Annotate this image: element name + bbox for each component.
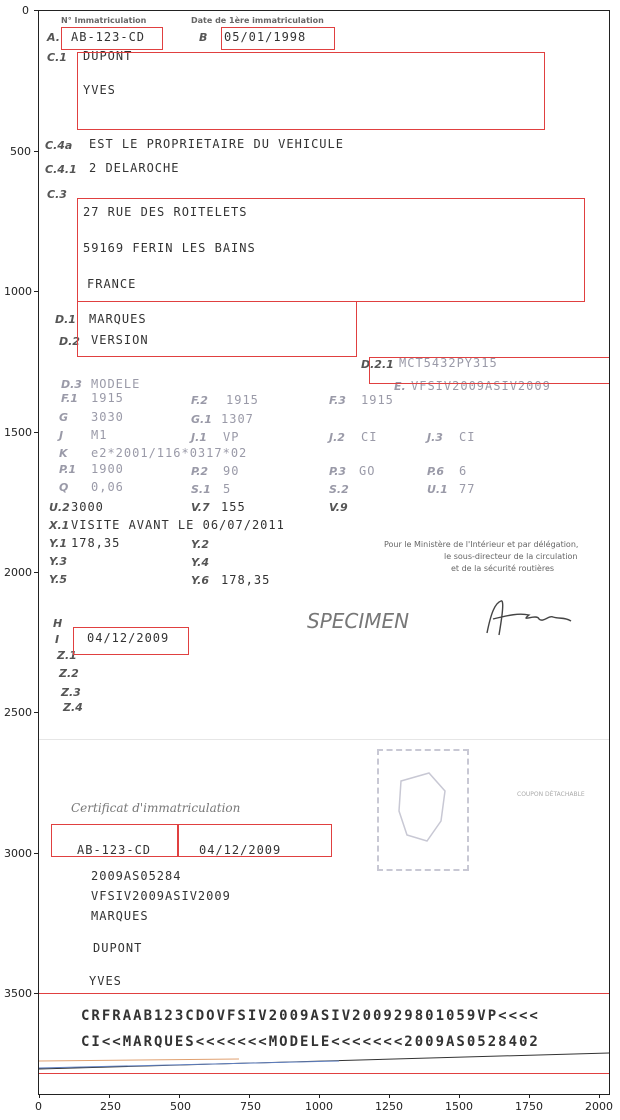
label-Z4: Z.4 xyxy=(63,701,83,714)
label-D2: D.2 xyxy=(59,335,80,348)
label-F1: F.1 xyxy=(61,392,78,405)
specimen-watermark: SPECIMEN xyxy=(307,609,410,633)
label-Y3: Y.3 xyxy=(49,555,67,568)
field-D21: MCT5432PY315 xyxy=(399,356,498,370)
cert-line5: YVES xyxy=(89,974,122,988)
mrz-line1: CRFRAAB123CDOVFSIV2009ASIV200929801059VP<<<< xyxy=(81,1008,540,1024)
cert-immat: AB-123-CD xyxy=(77,843,152,857)
field-Y6: 178,35 xyxy=(221,573,271,587)
certificate-title: Certificat d'immatriculation xyxy=(71,801,241,815)
field-D3: MODELE xyxy=(91,377,141,391)
field-address-line1: 27 RUE DES ROITELETS xyxy=(83,205,248,219)
cert-line2: VFSIV2009ASIV2009 xyxy=(91,889,231,903)
annotation-box xyxy=(51,824,179,857)
label-F2: F.2 xyxy=(191,394,208,407)
annotation-box xyxy=(77,198,585,302)
label-C41: C.4.1 xyxy=(45,163,77,176)
annotation-box xyxy=(73,627,189,655)
annotation-box xyxy=(38,993,610,1074)
field-B-date: 05/01/1998 xyxy=(224,30,307,44)
annotation-box xyxy=(221,27,335,50)
y-tick-label: 3000 xyxy=(4,847,32,860)
label-D1: D.1 xyxy=(55,313,76,326)
label-S1: S.1 xyxy=(191,483,211,496)
label-C1: C.1 xyxy=(47,51,67,64)
label-J3: J.3 xyxy=(427,431,443,444)
label-S2: S.2 xyxy=(329,483,349,496)
field-G1: 1307 xyxy=(221,412,254,426)
field-C4a: EST LE PROPRIETAIRE DU VEHICULE xyxy=(89,137,344,151)
label-U1: U.1 xyxy=(427,483,448,496)
label-C3: C.3 xyxy=(47,188,67,201)
label-A: A. xyxy=(47,31,60,44)
field-D1: MARQUES xyxy=(89,312,147,326)
field-F1: 1915 xyxy=(91,391,124,405)
field-J: M1 xyxy=(91,428,108,442)
y-tick-label: 1000 xyxy=(4,285,32,298)
label-Z3: Z.3 xyxy=(61,686,81,699)
field-address-line3: FRANCE xyxy=(87,277,137,291)
x-tick-label: 750 xyxy=(240,1100,261,1113)
field-C1-firstname: YVES xyxy=(83,83,116,97)
label-Z1: Z.1 xyxy=(57,649,77,662)
field-U1: 77 xyxy=(459,482,476,496)
field-J3: CI xyxy=(459,430,476,444)
x-tick-label: 1250 xyxy=(375,1100,403,1113)
label-D3: D.3 xyxy=(61,378,82,391)
mrz-line2: CI<<MARQUES<<<<<<<MODELE<<<<<<<2009AS0528402 xyxy=(81,1034,540,1050)
label-G: G xyxy=(59,411,69,424)
label-Y6: Y.6 xyxy=(191,574,209,587)
y-tick-label: 500 xyxy=(10,145,31,158)
label-D21: D.2.1 xyxy=(361,358,394,371)
document-scan xyxy=(38,10,610,1095)
stamp-area xyxy=(377,749,469,871)
label-C4a: C.4a xyxy=(45,139,73,152)
field-S1: 5 xyxy=(223,482,232,496)
y-tick-label: 0 xyxy=(22,4,29,17)
coupon-label: COUPON DÉTACHABLE xyxy=(517,791,585,798)
label-V9: V.9 xyxy=(329,501,348,514)
label-J1: J.1 xyxy=(191,431,207,444)
date-header: Date de 1ère immatriculation xyxy=(191,16,324,25)
field-P2: 90 xyxy=(223,464,240,478)
field-I-date: 04/12/2009 xyxy=(87,631,170,645)
field-G: 3030 xyxy=(91,410,124,424)
y-tick-label: 1500 xyxy=(4,426,32,439)
annotation-box xyxy=(77,301,357,357)
x-tick-label: 1750 xyxy=(515,1100,543,1113)
label-Y4: Y.4 xyxy=(191,556,209,569)
field-P1: 1900 xyxy=(91,462,124,476)
field-F3: 1915 xyxy=(361,393,394,407)
field-E: VFSIV2009ASIV2009 xyxy=(411,379,551,393)
annotation-box xyxy=(77,52,545,130)
label-J2: J.2 xyxy=(329,431,345,444)
field-U2: 3000 xyxy=(71,500,104,514)
label-Y1: Y.1 xyxy=(49,537,67,550)
ministry-line1: Pour le Ministère de l'Intérieur et par délégation, xyxy=(384,540,579,549)
annotation-box xyxy=(369,357,610,384)
label-K: K xyxy=(59,447,68,460)
label-B: B xyxy=(199,31,208,44)
label-P6: P.6 xyxy=(427,465,445,478)
x-tick-label: 250 xyxy=(100,1100,121,1113)
label-Y5: Y.5 xyxy=(49,573,67,586)
label-P1: P.1 xyxy=(59,463,77,476)
field-K: e2*2001/116*0317*02 xyxy=(91,446,248,460)
label-Y2: Y.2 xyxy=(191,538,209,551)
cert-line1: 2009AS05284 xyxy=(91,869,182,883)
label-P3: P.3 xyxy=(329,465,347,478)
label-F3: F.3 xyxy=(329,394,346,407)
field-P6: 6 xyxy=(459,464,468,478)
field-Q: 0,06 xyxy=(91,480,124,494)
cert-line3: MARQUES xyxy=(91,909,149,923)
field-J1: VP xyxy=(223,430,240,444)
label-X1: X.1 xyxy=(49,519,70,532)
field-C1-name: DUPONT xyxy=(83,49,133,63)
field-A-immat: AB-123-CD xyxy=(71,30,146,44)
label-U2: U.2 xyxy=(49,501,70,514)
label-V7: V.7 xyxy=(191,501,210,514)
field-address-line2: 59169 FERIN LES BAINS xyxy=(83,241,256,255)
field-D2: VERSION xyxy=(91,333,149,347)
label-G1: G.1 xyxy=(191,413,212,426)
label-I: I xyxy=(55,633,60,646)
label-Z2: Z.2 xyxy=(59,667,79,680)
y-tick-label: 2000 xyxy=(4,566,32,579)
label-J: J xyxy=(59,429,64,442)
field-C41: 2 DELAROCHE xyxy=(89,161,180,175)
field-F2: 1915 xyxy=(226,393,259,407)
label-E: E. xyxy=(394,380,406,393)
ministry-line2: le sous-directeur de la circulation xyxy=(444,552,578,561)
field-X1: VISITE AVANT LE 06/07/2011 xyxy=(71,518,285,532)
x-tick-label: 2000 xyxy=(585,1100,613,1113)
y-tick-label: 2500 xyxy=(4,706,32,719)
cert-date: 04/12/2009 xyxy=(199,843,282,857)
field-Y1: 178,35 xyxy=(71,536,121,550)
x-tick-label: 1000 xyxy=(305,1100,333,1113)
immat-header: N° Immatriculation xyxy=(61,16,147,25)
field-J2: CI xyxy=(361,430,378,444)
cert-line4: DUPONT xyxy=(93,941,143,955)
y-tick-label: 3500 xyxy=(4,987,32,1000)
x-tick-label: 0 xyxy=(35,1100,42,1113)
label-P2: P.2 xyxy=(191,465,209,478)
x-tick-label: 1500 xyxy=(445,1100,473,1113)
label-H: H xyxy=(53,617,63,630)
field-P3: GO xyxy=(359,464,376,478)
field-V7: 155 xyxy=(221,500,246,514)
label-Q: Q xyxy=(59,481,69,494)
france-map-icon xyxy=(379,751,467,869)
ministry-line3: et de la sécurité routières xyxy=(451,564,555,573)
signature-icon xyxy=(479,593,579,643)
annotation-box xyxy=(177,824,332,857)
x-tick-label: 500 xyxy=(170,1100,191,1113)
annotation-box xyxy=(61,27,163,50)
